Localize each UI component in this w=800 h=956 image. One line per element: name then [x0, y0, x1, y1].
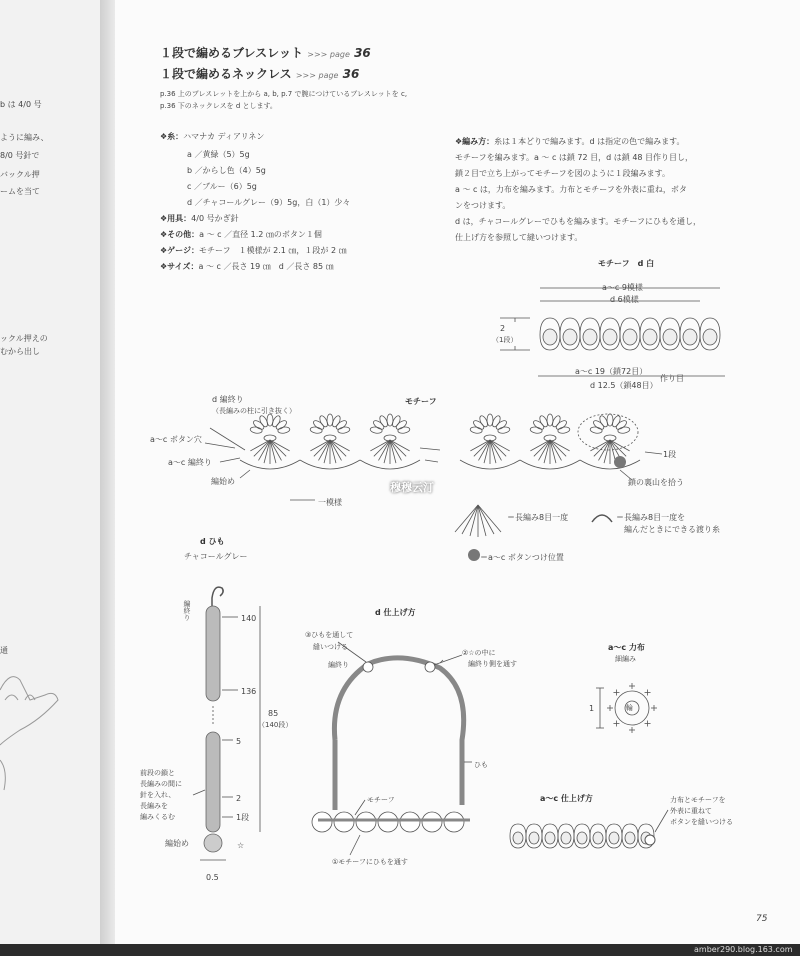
materials-a: a ／黄緑（5）5g	[187, 150, 250, 159]
motif-circle	[356, 812, 376, 832]
petal	[472, 419, 485, 431]
scallop-fill	[545, 832, 555, 844]
method-line: ンをつけます。	[455, 201, 511, 210]
finish-d-step2: 編終り側を通す	[468, 660, 517, 668]
cord-note: 編みくるむ	[140, 813, 175, 821]
petal	[547, 414, 553, 426]
page-number: 75	[756, 914, 768, 924]
method-line: 鎖２目で立ち上がってモチーフを図のように１段編みます。	[455, 169, 670, 178]
intro-note: p.36 上のブレスレットを上から a, b, p.7 で腕につけているブレスレットを c,	[160, 90, 408, 98]
cord-row-5: 5	[236, 737, 242, 746]
legend-arc: ＝長編み8目一度を	[616, 513, 686, 522]
petal	[497, 426, 510, 434]
petal	[327, 414, 333, 426]
motif-one-row: 1段	[663, 450, 677, 459]
materials-gauge: ❖ゲージ：モチーフ １模様が 2.1 ㎝，１段が 2 ㎝	[160, 246, 347, 255]
finish-d-end: 編終り	[328, 661, 349, 669]
finish-ac-button	[645, 835, 655, 845]
scallop-fill	[703, 329, 717, 345]
cord-diagram	[193, 587, 260, 860]
motif-circle	[312, 812, 332, 832]
motif-circle	[334, 812, 354, 832]
reinforce-stitches	[607, 683, 657, 733]
scallop-fill	[683, 329, 697, 345]
scallop-fill	[529, 832, 539, 844]
scallop-fill	[563, 329, 577, 345]
petal	[615, 419, 628, 431]
motif-button-hole: a～c ボタン穴	[150, 435, 202, 444]
petal	[532, 419, 545, 431]
petal	[267, 414, 273, 426]
legend-button-marker	[468, 549, 480, 561]
legend-fan: ＝長編み8目一度	[507, 513, 569, 522]
left-text: ように編み、	[0, 133, 49, 142]
motif-chart-title: モチーフ	[405, 397, 437, 406]
reinforce-title: a～c 力布	[608, 643, 645, 652]
repeat-highlight	[578, 414, 638, 450]
petal	[337, 426, 350, 434]
cord-row-140: 140	[241, 614, 257, 623]
motif-pickup: 鎖の裏山を拾う	[628, 478, 684, 487]
materials-b: b ／からし色（4）5g	[187, 166, 266, 175]
finish-d-step1: ①モチーフにひもを通す	[332, 858, 408, 866]
legend-arc-symbol	[592, 515, 612, 522]
materials-d: d ／チャコールグレー（9）5g，白（1）少々	[187, 198, 351, 207]
finish-d-motif: モチーフ	[367, 796, 395, 804]
finish-d-cord: ひも	[474, 761, 488, 769]
motif-height: 2	[500, 324, 506, 333]
petal	[395, 419, 408, 431]
finish-ac-scallops	[510, 824, 654, 848]
finish-ac-note: ボタンを縫いつける	[670, 818, 733, 826]
finish-d-step3: 縫いつける	[313, 643, 348, 651]
scallop-fill	[583, 329, 597, 345]
materials-tools: ❖用具：4/0 号かぎ針	[160, 214, 239, 223]
left-text: むから出し	[0, 347, 40, 356]
scallop-fill	[543, 329, 557, 345]
left-text: b は 4/0 号	[0, 100, 42, 109]
motif-one-repeat: 一模様	[318, 498, 342, 507]
cord-note: 長編みの間に	[140, 780, 182, 788]
intro-note: p.36 下のネックレスを d とします。	[160, 102, 277, 110]
title-necklace: １段で編めるネックレス >>> page 36	[160, 67, 360, 81]
petal	[370, 426, 383, 434]
cord-length: 85	[268, 709, 279, 718]
finish-d-step2: ②☆の中に	[462, 649, 496, 657]
petal	[387, 414, 393, 426]
method-line: a ～ c は，力布を編みます。力布とモチーフを外表に重ね，ボタ	[455, 185, 687, 194]
cord-row-1: 1段	[236, 813, 250, 822]
method-line: d は，チャコールグレーでひもを編みます。モチーフにひもを通し，	[455, 217, 702, 226]
left-text: 8/0 号針で	[0, 151, 40, 160]
cord-start: 編始め	[165, 839, 189, 848]
motif-ac-repeat: a～c 9模様	[602, 283, 643, 292]
petal	[252, 419, 265, 431]
motif-ac-length: a～c 19（鎖72目）	[575, 367, 648, 376]
left-text: 通	[0, 646, 8, 655]
finish-ac-note: 外表に重ねて	[670, 807, 712, 815]
finish-ac-note: 力布とモチーフを	[670, 796, 726, 804]
petal	[312, 419, 325, 431]
scallop-fill	[623, 329, 637, 345]
cord-end: 編終り	[183, 600, 191, 621]
cord-length-rows: （140段）	[258, 721, 293, 729]
cord-color: チャコールグレー	[184, 552, 248, 561]
reinforce-diagram	[596, 688, 649, 728]
motif-start: 作り目	[660, 374, 684, 383]
scallop-fill	[593, 832, 603, 844]
scallop-fill	[663, 329, 677, 345]
title-bracelet: １段で編めるブレスレット >>> page 36	[160, 46, 371, 60]
finish-ac-title: a～c 仕上げ方	[540, 794, 593, 803]
motif-circle	[422, 812, 442, 832]
petal	[557, 426, 570, 434]
petal	[250, 426, 263, 434]
petal	[590, 426, 603, 434]
legend-fan-symbol	[455, 505, 501, 537]
petal	[495, 419, 508, 431]
motif-d-end-note: （長編みの柱に引き抜く）	[212, 407, 296, 415]
scallop-fill	[609, 832, 619, 844]
method-line: モチーフを編みます。a ～ c は鎖 72 目，d は鎖 48 目作り目し，	[455, 153, 694, 162]
watermark: 穆穆云汀	[390, 481, 434, 494]
scallop-fill	[561, 832, 571, 844]
scallop-fill	[625, 832, 635, 844]
petal	[617, 426, 630, 434]
legend-arc: 編んだときにできる渡り糸	[624, 525, 720, 534]
materials-yarn: ❖糸：ハマナカ ディアリネン	[160, 132, 265, 141]
materials-c: c ／ブルー（6）5g	[187, 182, 257, 191]
motif-circle	[400, 812, 420, 832]
materials-other: ❖その他：a ～ c ／直径 1.2 ㎝のボタン１個	[160, 230, 322, 239]
finish-d-scallops	[312, 812, 470, 832]
method-line: 仕上げ方を参照して縫いつけます。	[455, 233, 583, 242]
motif-d-repeat: d 6模様	[610, 295, 639, 304]
motif-small-title: モチーフ d 白	[598, 259, 655, 268]
cord-note: 針を入れ、	[140, 791, 176, 799]
petal	[592, 419, 605, 431]
petal	[607, 414, 613, 426]
reinforce-subtitle: 細編み	[615, 655, 636, 663]
motif-chart	[240, 414, 640, 469]
motif-d-end: d 編終り	[212, 395, 244, 404]
motif-d-length: d 12.5（鎖48目）	[590, 381, 658, 390]
scallop-fill	[513, 832, 523, 844]
petal	[335, 419, 348, 431]
left-text: バックル押	[0, 170, 40, 179]
petal	[372, 419, 385, 431]
scallop-fill	[577, 832, 587, 844]
source-url: amber290.blog.163.com	[694, 945, 793, 954]
scallop-fill	[643, 329, 657, 345]
gap-marker	[420, 448, 440, 462]
legend-button: ＝a～c ボタンつけ位置	[480, 553, 564, 562]
cord-note: 前段の鎖と	[140, 769, 175, 777]
scallop-fill	[603, 329, 617, 345]
finish-d-title: d 仕上げ方	[375, 608, 416, 617]
materials-size: ❖サイズ：a ～ c ／長さ 19 ㎝ d ／長さ 85 ㎝	[160, 262, 334, 271]
button-position-marker	[614, 456, 626, 468]
petal	[275, 419, 288, 431]
petal	[555, 419, 568, 431]
small-scallops	[540, 318, 720, 350]
cord-star: ☆	[237, 841, 245, 850]
cord-note: 長編みを	[140, 802, 168, 810]
petal	[397, 426, 410, 434]
petal	[487, 414, 493, 426]
petal	[530, 426, 543, 434]
petal	[310, 426, 323, 434]
left-text: ックル押えの	[0, 334, 48, 343]
method-line: ❖編み方：糸は１本どりで編みます。d は指定の色で編みます。	[455, 137, 685, 146]
petal	[470, 426, 483, 434]
motif-circle	[444, 812, 464, 832]
reinforce-size: 1	[589, 704, 595, 713]
motif-height-rows: （1段）	[492, 336, 518, 344]
motif-ac-end: a～c 編終り	[168, 458, 212, 467]
reinforce-ring: 輪	[626, 704, 633, 712]
left-text: ームを当て	[0, 187, 40, 196]
motif-start-label: 編始め	[211, 477, 235, 486]
cord-width: 0.5	[206, 873, 219, 882]
finish-d-step3: ③ひもを通して	[305, 631, 354, 639]
petal	[277, 426, 290, 434]
cord-row-136: 136	[241, 687, 257, 696]
cord-row-2: 2	[236, 794, 242, 803]
motif-circle	[378, 812, 398, 832]
cord-title: d ひも	[200, 537, 225, 546]
